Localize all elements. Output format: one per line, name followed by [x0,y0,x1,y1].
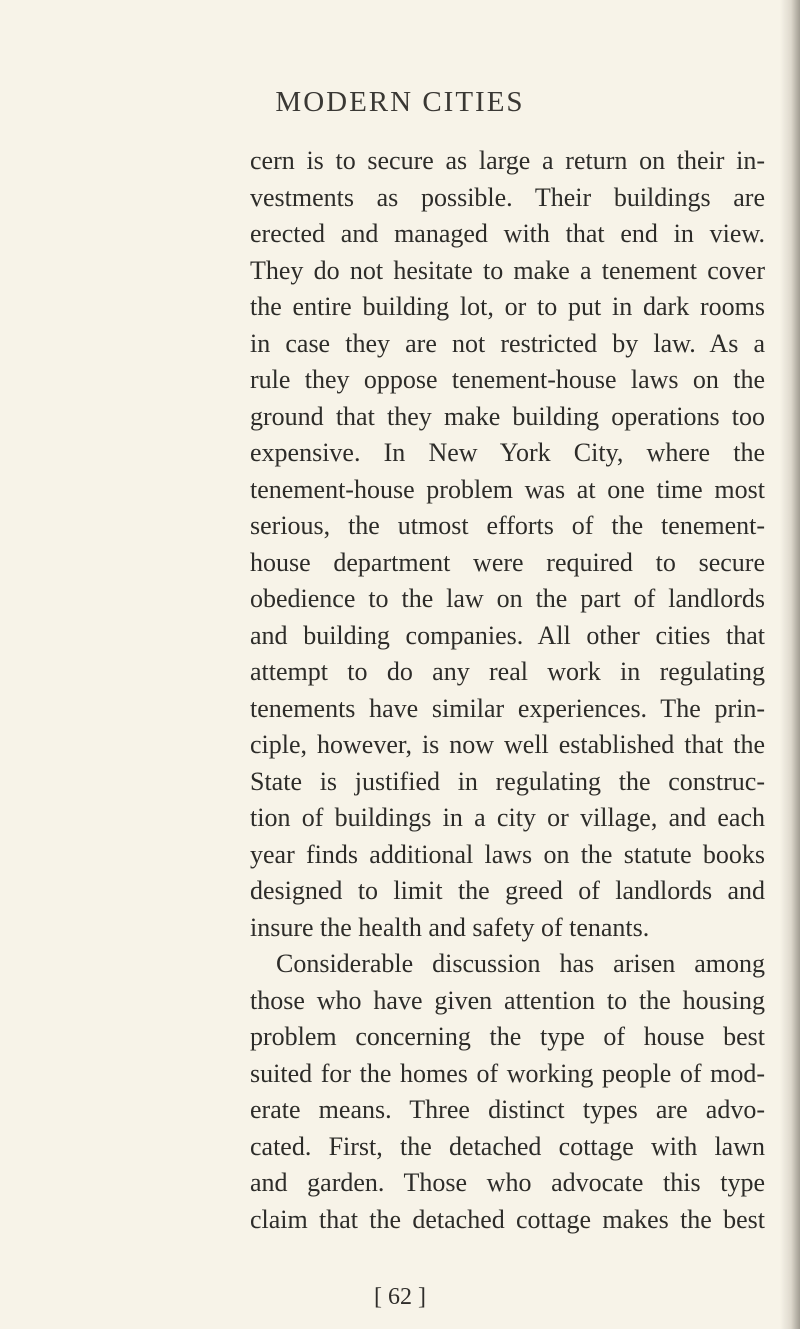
page-number: [ 62 ] [374,1284,426,1310]
text-line: the entire building lot, or to put in dark rooms [250,292,765,321]
text-line: and garden. Those who advocate this type [250,1168,765,1197]
page-edge-shadow [780,0,800,1329]
text-line: cated. First, the detached cottage with lawn [250,1131,765,1161]
text-line: erate means. Three distinct types are advo- [250,1095,765,1124]
body-text [250,143,765,1238]
text-line: serious, the utmost efforts of the tenement- [250,511,765,540]
running-head: MODERN CITIES [275,86,525,118]
text-line: State is justified in regulating the construc- [250,766,765,796]
text-line: problem concerning the type of house best [250,1022,765,1051]
text-line: vestments as possible. Their buildings are [250,182,765,212]
text-line: claim that the detached cottage makes the best [250,1204,765,1234]
text-line: tion of buildings in a city or village, and each [250,803,765,832]
text-line: rule they oppose tenement-house laws on the [250,365,765,394]
text-line: tenement-house problem was at one time most [250,474,765,504]
text-line: ground that they make building operations too [250,401,765,431]
text-line: expensive. In New York City, where the [250,438,765,467]
text-line: year finds additional laws on the statute books [250,839,765,869]
text-line: attempt to do any real work in regulating [250,657,765,686]
text-line: house department were required to secure [250,547,765,577]
text-line: insure the health and safety of tenants. [250,912,650,942]
text-line: tenements have similar experiences. The prin- [250,693,765,723]
text-line: Considerable discussion has arisen among [276,949,765,978]
text-line: cern is to secure as large a return on their in- [250,146,765,175]
text-line: obedience to the law on the part of landlords [250,584,765,613]
text-line: designed to limit the greed of landlords and [250,876,765,905]
text-line: those who have given attention to the housing [250,985,765,1015]
text-line: and building companies. All other cities that [250,620,765,650]
text-line: ciple, however, is now well established that the [250,730,765,759]
text-line: in case they are not restricted by law. As a [250,328,765,358]
text-line: suited for the homes of working people of mod- [250,1058,765,1088]
text-line: They do not hesitate to make a tenement cover [250,255,765,285]
text-line: erected and managed with that end in view. [250,219,765,248]
